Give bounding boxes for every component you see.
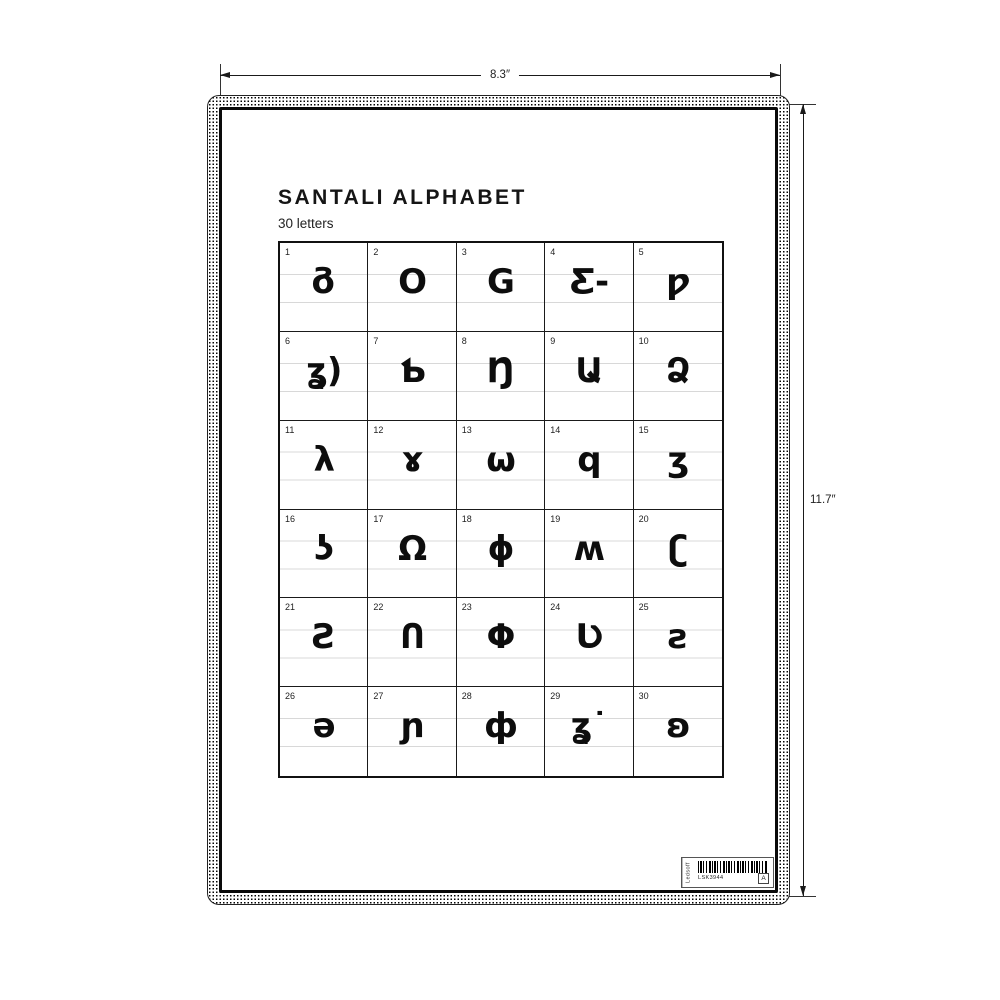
grid-cell (368, 243, 456, 332)
santali-letter: ω (486, 439, 515, 480)
santali-letter: ƨ (668, 617, 688, 658)
grid-cell (545, 421, 633, 510)
santali-letter: ɤ (401, 439, 423, 480)
cell-number: 16 (285, 513, 296, 524)
grid-cell (545, 598, 633, 687)
santali-letter: ʒ (667, 439, 689, 480)
santali-letter: Ω (398, 528, 427, 569)
santali-letter: ʍ (573, 528, 605, 569)
santali-letter: ә (312, 706, 335, 747)
cell-number: 12 (373, 424, 384, 435)
barcode-area (694, 858, 773, 887)
cell-number: 9 (550, 335, 556, 346)
santali-letter: λ (313, 439, 334, 480)
santali-letter: Ʋ (575, 617, 603, 658)
cell-number: 11 (285, 424, 295, 435)
poster (219, 107, 778, 893)
cell-number: 13 (461, 424, 472, 435)
poster-frame (207, 95, 790, 905)
grid-cell (634, 687, 722, 776)
width-dimension-line (220, 69, 780, 81)
width-extension-line-left (220, 64, 221, 98)
grid-cell (634, 243, 722, 332)
cell-number: 29 (550, 691, 561, 702)
santali-letter: Ձ (665, 350, 690, 391)
arrow-left-icon (220, 72, 230, 78)
cell-number: 28 (461, 691, 472, 702)
cell-number: 26 (285, 691, 296, 702)
poster-subtitle: 30 letters (278, 216, 334, 231)
santali-letter: Φ (486, 617, 515, 658)
grid-cell (368, 598, 456, 687)
cell-number: 10 (638, 335, 649, 346)
grid-cell (545, 687, 633, 776)
cell-number: 22 (373, 602, 384, 613)
height-dimension-label: 11.7″ (810, 491, 836, 509)
grid-cell (545, 332, 633, 421)
cell-number: 17 (373, 513, 384, 524)
grid-cell (634, 421, 722, 510)
cell-number: 25 (638, 602, 649, 613)
height-extension-line-bottom (788, 896, 816, 897)
grid-cell (457, 332, 545, 421)
corner-letter-badge: A (758, 873, 769, 884)
santali-letter: G (487, 262, 514, 302)
grid-cell (545, 510, 633, 599)
grid-cell (368, 421, 456, 510)
letter-grid (278, 241, 724, 778)
cell-number: 23 (461, 602, 472, 613)
cell-number: 24 (550, 602, 561, 613)
cell-number: 6 (285, 335, 291, 346)
barcode-icon (698, 861, 768, 873)
cell-number: 3 (461, 247, 467, 257)
santali-letter: Ƹ- (569, 262, 609, 302)
santali-letter: ƿ (666, 262, 690, 302)
cell-number: 21 (285, 602, 296, 613)
cell-number: 27 (373, 691, 384, 702)
grid-cell (280, 510, 368, 599)
cell-number: 4 (550, 247, 556, 257)
cell-number: 14 (550, 424, 561, 435)
grid-cell (280, 421, 368, 510)
santali-letter: ʖ (314, 528, 333, 569)
santali-letter: ʗ (668, 528, 688, 569)
santali-letter: Ƅ (399, 350, 425, 391)
grid-cell (280, 243, 368, 332)
brand-name-vertical: Ledsoff (682, 858, 694, 887)
santali-letter: ɸ (487, 528, 514, 569)
cell-number: 2 (373, 247, 379, 257)
santali-letter: δ (312, 262, 335, 302)
grid-cell (457, 421, 545, 510)
cell-number: 8 (461, 335, 467, 346)
grid-cell (457, 243, 545, 332)
grid-cell (545, 243, 633, 332)
cell-number: 20 (638, 513, 649, 524)
santali-letter: ф (484, 706, 517, 747)
grid-cell (634, 332, 722, 421)
santali-letter: ʓ) (306, 350, 342, 391)
grid-cell (634, 510, 722, 599)
grid-cell (634, 598, 722, 687)
arrow-up-icon (800, 104, 806, 114)
grid-cell (457, 598, 545, 687)
santali-letter: Ո (400, 617, 425, 658)
arrow-down-icon (800, 886, 806, 896)
santali-letter: ʓ˙ (570, 706, 608, 747)
cell-number: 1 (285, 247, 291, 257)
cell-number: 30 (638, 691, 649, 702)
santali-letter: q (577, 439, 601, 480)
santali-letter: Ա (575, 350, 603, 391)
santali-letter: O (398, 262, 427, 302)
poster-title: SANTALI ALPHABET (278, 186, 527, 209)
cell-number: 15 (638, 424, 649, 435)
grid-cell (368, 510, 456, 599)
cell-number: 5 (638, 247, 644, 257)
cell-number: 7 (373, 335, 379, 346)
grid-cell (457, 510, 545, 599)
cell-number: 19 (550, 513, 561, 524)
santali-letter: ɲ (400, 706, 424, 747)
height-dimension-line (803, 104, 836, 896)
santali-letter: Ŋ (486, 350, 515, 391)
santali-letter: Ƨ (311, 617, 336, 658)
grid-cell (368, 332, 456, 421)
width-dimension-label: 8.3″ (481, 68, 519, 82)
barcode-code: LSK3944 (698, 875, 724, 881)
width-extension-line-right (780, 64, 781, 98)
santali-letter: ʚ (665, 706, 690, 747)
grid-cell (457, 687, 545, 776)
grid-cell (368, 687, 456, 776)
arrow-right-icon (770, 72, 780, 78)
grid-cell (280, 687, 368, 776)
barcode-label (681, 857, 774, 888)
cell-number: 18 (461, 513, 472, 524)
grid-cell (280, 332, 368, 421)
grid-cell (280, 598, 368, 687)
